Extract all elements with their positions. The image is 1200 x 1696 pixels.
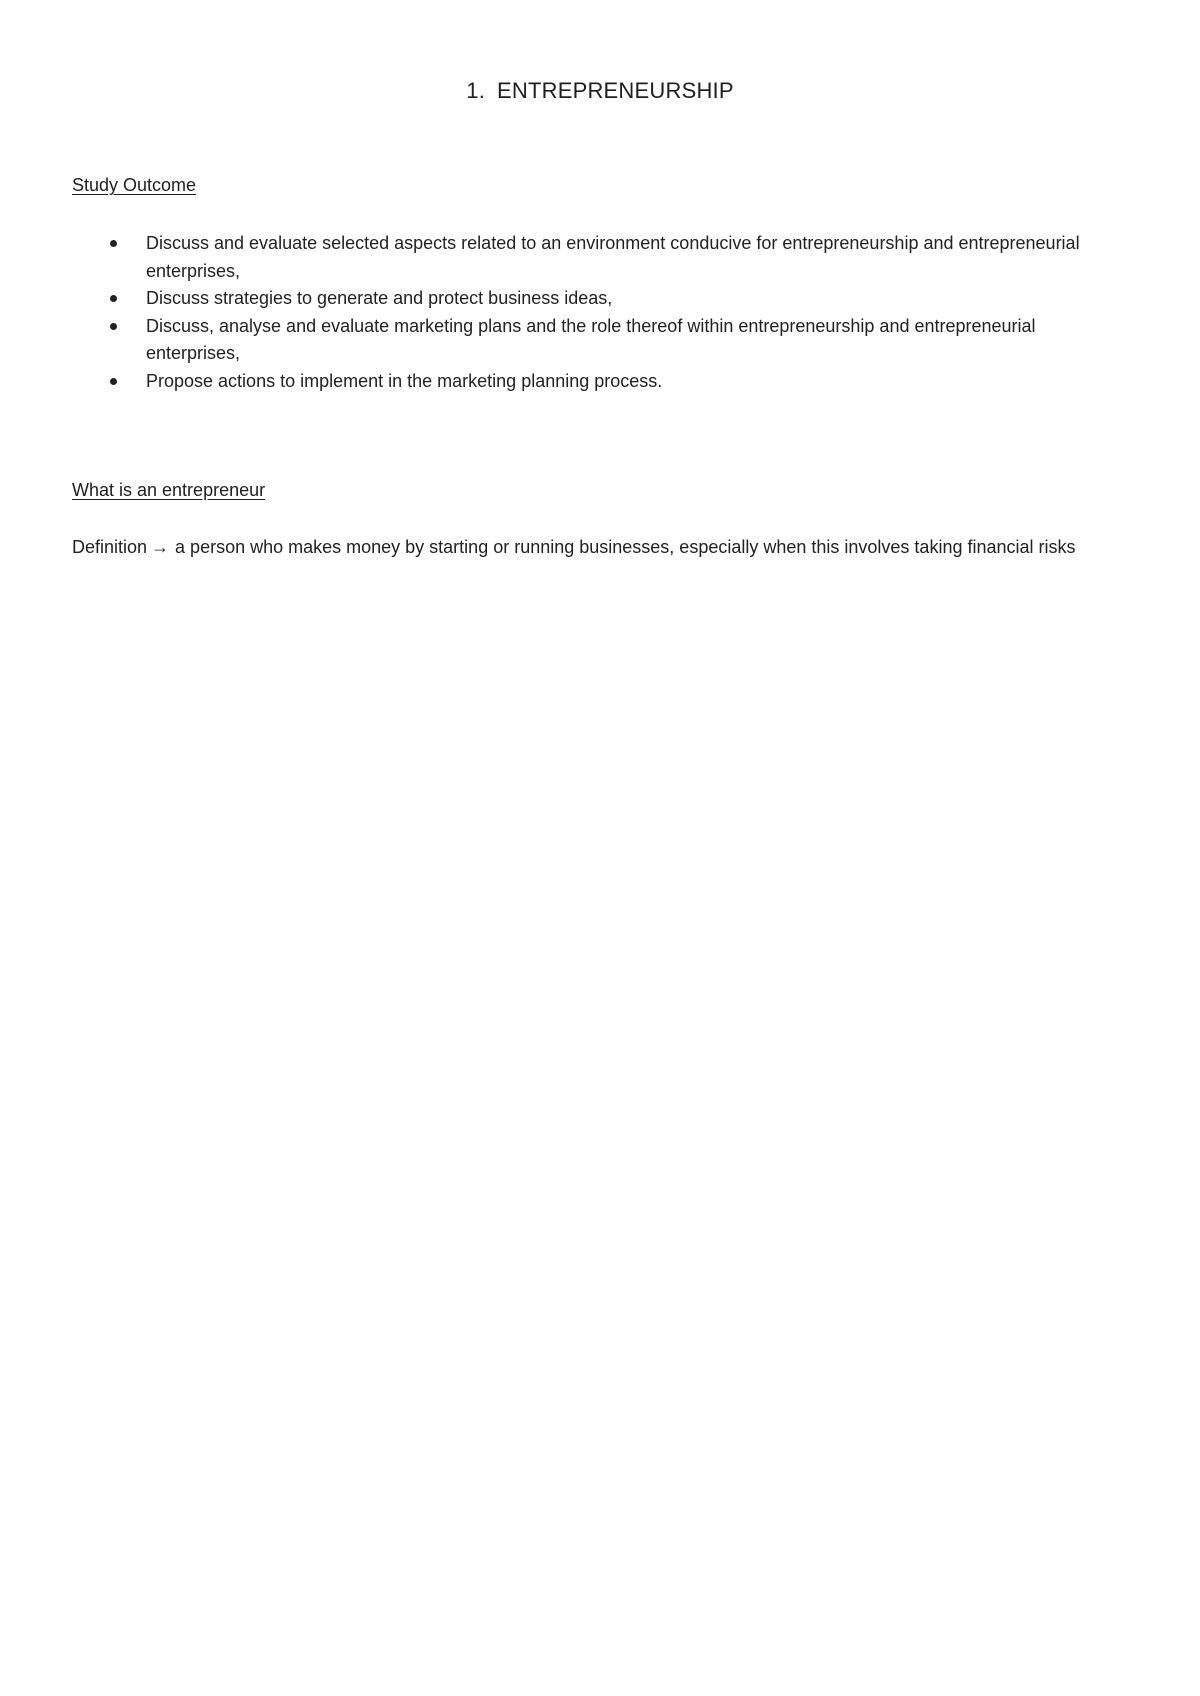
entrepreneur-heading: What is an entrepreneur bbox=[72, 480, 266, 500]
definition-text: a person who makes money by starting or running businesses, especially when this involves taking financial risks bbox=[175, 537, 1076, 557]
list-item-text: Discuss, analyse and evaluate marketing plans and the role thereof within entrepreneurship and entrepreneurial enterprises, bbox=[146, 315, 1036, 363]
title-number: 1. bbox=[466, 78, 486, 103]
definition-label: Definition bbox=[72, 537, 148, 557]
bullet-icon bbox=[110, 323, 117, 330]
list-item-text: Discuss strategies to generate and protect business ideas, bbox=[146, 288, 613, 308]
list-item-text: Propose actions to implement in the marketing planning process. bbox=[146, 370, 663, 391]
list-item bbox=[72, 285, 1092, 313]
list-item bbox=[72, 368, 1092, 396]
bullet-icon bbox=[110, 378, 117, 385]
arrow-right-icon: → bbox=[151, 537, 170, 557]
definition-paragraph bbox=[72, 534, 1102, 562]
study-outcome-heading: Study Outcome bbox=[72, 175, 197, 195]
title-text: ENTREPRENEURSHIP bbox=[497, 78, 734, 103]
page-title bbox=[0, 78, 1200, 104]
bullet-icon bbox=[110, 240, 117, 247]
list-item-text: Discuss and evaluate selected aspects related to an environment conducive for entrepreneurship and entrepreneurial enterprises, bbox=[146, 233, 1080, 281]
list-item bbox=[72, 313, 1092, 368]
bullet-icon bbox=[110, 295, 117, 302]
study-outcome-list bbox=[72, 230, 1092, 395]
list-item bbox=[72, 230, 1092, 285]
